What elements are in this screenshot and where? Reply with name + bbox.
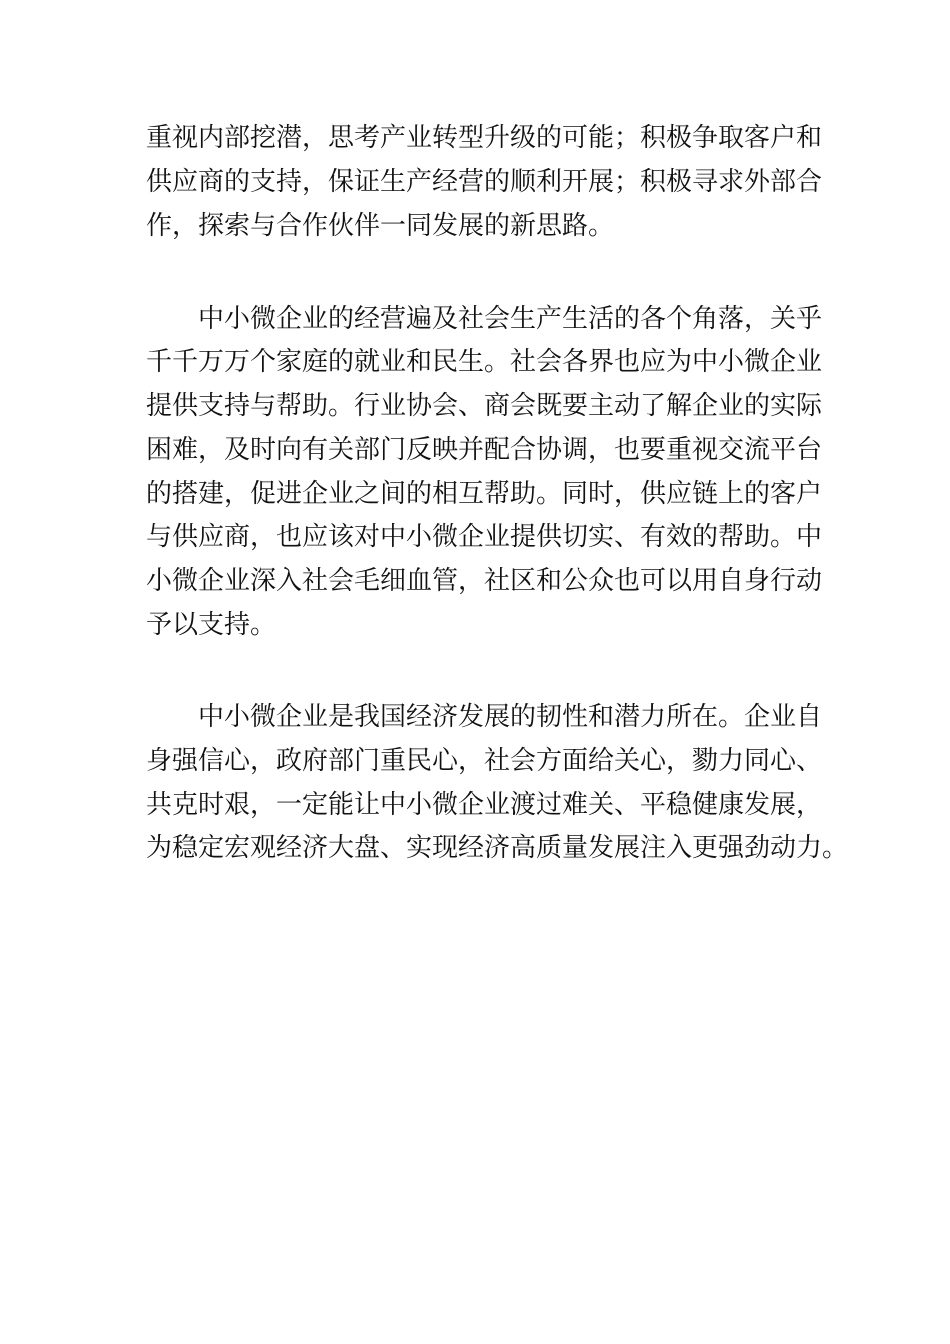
paragraph-3-line-3: 共克时艰，一定能让中小微企业渡过难关、平稳健康发展，: [146, 790, 823, 820]
paragraph-1-line-3: 作，探索与合作伙伴一同发展的新思路。: [146, 211, 615, 241]
paragraph-1-line-2: 供应商的支持，保证生产经营的顺利开展；积极寻求外部合: [146, 167, 823, 197]
paragraph-2-line-1: 中小微企业的经营遍及社会生产生活的各个角落，关乎: [198, 304, 823, 334]
paragraph-3-line-4: 为稳定宏观经济大盘、实现经济高质量发展注入更强劲动力。: [146, 833, 849, 863]
paragraph-3-line-1: 中小微企业是我国经济发展的韧性和潜力所在。企业自: [198, 702, 823, 732]
paragraph-2-line-5: 的搭建，促进企业之间的相互帮助。同时，供应链上的客户: [146, 479, 823, 509]
paragraph-2-line-8: 予以支持。: [146, 610, 277, 640]
paragraph-3-line-2: 身强信心，政府部门重民心，社会方面给关心，勠力同心、: [146, 746, 823, 776]
paragraph-2-line-6: 与供应商，也应该对中小微企业提供切实、有效的帮助。中: [146, 522, 823, 552]
paragraph-2-line-7: 小微企业深入社会毛细血管，社区和公众也可以用自身行动: [146, 566, 823, 596]
paragraph-2-line-2: 千千万万个家庭的就业和民生。社会各界也应为中小微企业: [146, 347, 823, 377]
paragraph-2-line-3: 提供支持与帮助。行业协会、商会既要主动了解企业的实际: [146, 391, 823, 421]
paragraph-1-line-1: 重视内部挖潜，思考产业转型升级的可能；积极争取客户和: [146, 123, 823, 153]
paragraph-2-line-4: 困难，及时向有关部门反映并配合协调，也要重视交流平台: [146, 435, 823, 465]
